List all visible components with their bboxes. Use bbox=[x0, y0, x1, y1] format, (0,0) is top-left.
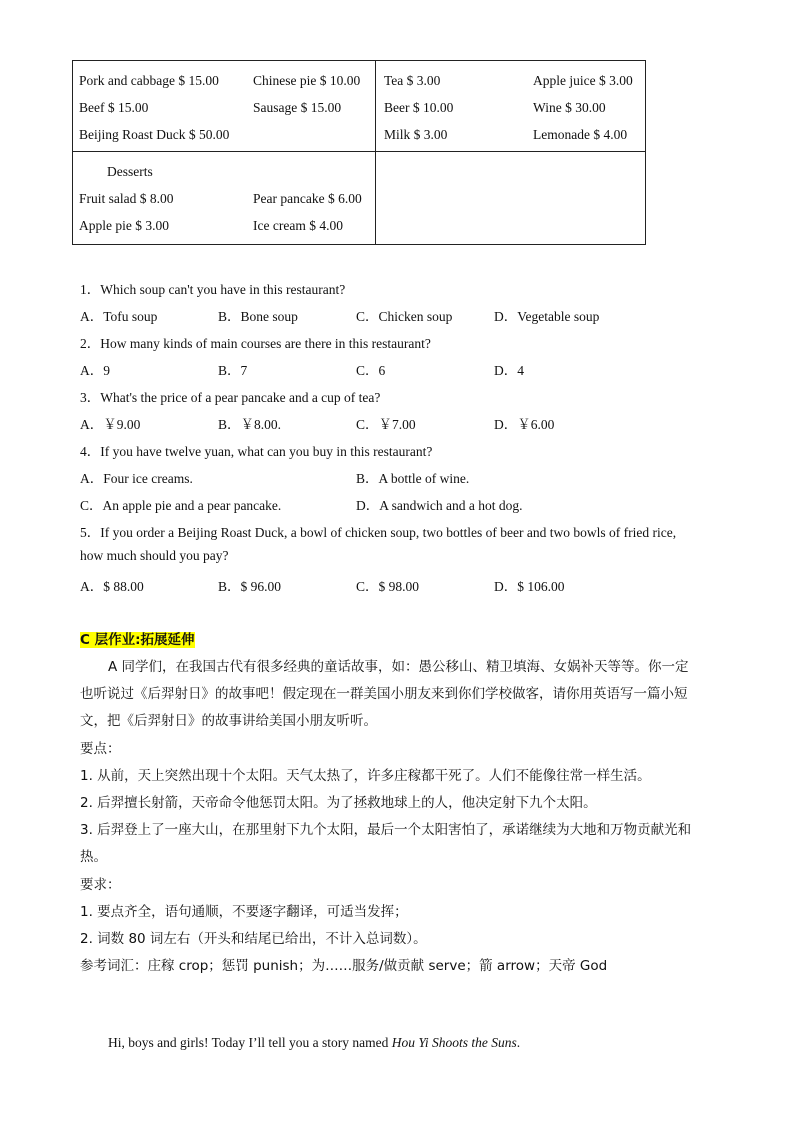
option: B．Bone soup bbox=[218, 309, 298, 324]
option: D．Vegetable soup bbox=[494, 309, 600, 324]
option: A．Four ice creams. bbox=[80, 471, 193, 486]
opening-sentence: Hi, boys and girls! Today I’ll tell you a story named Hou Yi Shoots the Suns. bbox=[108, 1035, 521, 1050]
menu-item: Milk $ 3.00 bbox=[384, 127, 448, 142]
point: 3. 后羿登上了一座大山，在那里射下九个太阳，最后一个太阳害怕了，承诺继续为大地和万物贡献光和 bbox=[80, 822, 692, 838]
option: A．9 bbox=[80, 363, 110, 378]
option: B．$ 96.00 bbox=[218, 579, 282, 594]
points-label: 要点： bbox=[80, 741, 121, 757]
question-2: 2．How many kinds of main courses are there in this restaurant? bbox=[80, 336, 431, 351]
option: D．￥6.00 bbox=[494, 417, 555, 432]
option: C．Chicken soup bbox=[356, 309, 453, 324]
menu-item: Sausage $ 15.00 bbox=[253, 100, 342, 115]
menu-item: Beef $ 15.00 bbox=[79, 100, 149, 115]
menu-table bbox=[72, 60, 646, 245]
desserts-cell bbox=[73, 152, 376, 245]
option: D．$ 106.00 bbox=[494, 579, 565, 594]
menu-item: Tea $ 3.00 bbox=[384, 73, 441, 88]
menu-item: Apple pie $ 3.00 bbox=[79, 218, 169, 233]
menu-item: Beijing Roast Duck $ 50.00 bbox=[79, 127, 230, 142]
intro-line: 也听说过《后羿射日》的故事吧！假定现在一群美国小朋友来到你们学校做客，请你用英语写一篇小短 bbox=[80, 686, 688, 702]
option: C．An apple pie and a pear pancake. bbox=[80, 498, 282, 513]
option: D．4 bbox=[494, 363, 524, 378]
option: A．￥9.00 bbox=[80, 417, 141, 432]
question-5: 5．If you order a Beijing Roast Duck, a bowl of chicken soup, two bottles of beer and two bowls of fried rice, bbox=[80, 525, 677, 540]
question-5-cont: how much should you pay? bbox=[80, 548, 229, 563]
menu-item: Lemonade $ 4.00 bbox=[533, 127, 628, 142]
requirement: 1. 要点齐全，语句通顺，不要逐字翻译，可适当发挥； bbox=[80, 904, 408, 920]
menu-item: Pork and cabbage $ 15.00 bbox=[79, 73, 219, 88]
question-1: 1．Which soup can't you have in this restaurant? bbox=[80, 282, 346, 297]
option: B．￥8.00. bbox=[218, 417, 282, 432]
option: B．A bottle of wine. bbox=[356, 471, 470, 486]
menu-item: Ice cream $ 4.00 bbox=[253, 218, 343, 233]
menu-item: Wine $ 30.00 bbox=[533, 100, 606, 115]
menu-item: Apple juice $ 3.00 bbox=[533, 73, 633, 88]
empty-cell bbox=[376, 152, 646, 245]
point: 1. 从前，天上突然出现十个太阳。天气太热了，许多庄稼都干死了。人们不能像往常一样生活。 bbox=[80, 768, 651, 784]
story-title: Hou Yi Shoots the Suns bbox=[391, 1035, 517, 1050]
option: A．$ 88.00 bbox=[80, 579, 144, 594]
option: B．7 bbox=[218, 363, 248, 378]
intro-line: 文，把《后羿射日》的故事讲给美国小朋友听听。 bbox=[80, 713, 377, 729]
option: C．6 bbox=[356, 363, 386, 378]
main-courses-cell bbox=[73, 61, 376, 152]
point: 2. 后羿擅长射箭，天帝命令他惩罚太阳。为了拯救地球上的人，他决定射下九个太阳。 bbox=[80, 795, 597, 811]
requirements-label: 要求： bbox=[80, 877, 121, 893]
menu-item: Chinese pie $ 10.00 bbox=[253, 73, 361, 88]
menu-item: Beer $ 10.00 bbox=[384, 100, 454, 115]
question-3: 3．What's the price of a pear pancake and a cup of tea? bbox=[80, 390, 381, 405]
option: A．Tofu soup bbox=[80, 309, 158, 324]
section-c-title: C 层作业:拓展延伸 bbox=[80, 632, 195, 648]
option: D．A sandwich and a hot dog. bbox=[356, 498, 523, 513]
drinks-cell bbox=[376, 61, 646, 152]
menu-item: Fruit salad $ 8.00 bbox=[79, 191, 174, 206]
point-cont: 热。 bbox=[80, 849, 107, 865]
question-4: 4．If you have twelve yuan, what can you buy in this restaurant? bbox=[80, 444, 433, 459]
requirement: 2. 词数 80 词左右（开头和结尾已给出，不计入总词数）。 bbox=[80, 931, 427, 947]
option: C．$ 98.00 bbox=[356, 579, 420, 594]
intro-line: A 同学们，在我国古代有很多经典的童话故事，如：愚公移山、精卫填海、女娲补天等等。你一定 bbox=[108, 659, 689, 675]
desserts-header: Desserts bbox=[107, 164, 153, 179]
vocabulary: 参考词汇：庄稼 crop；惩罚 punish；为……服务/做贡献 serve；箭 arrow；天帝 God bbox=[80, 958, 608, 974]
menu-item: Pear pancake $ 6.00 bbox=[253, 191, 362, 206]
option: C．￥7.00 bbox=[356, 417, 416, 432]
